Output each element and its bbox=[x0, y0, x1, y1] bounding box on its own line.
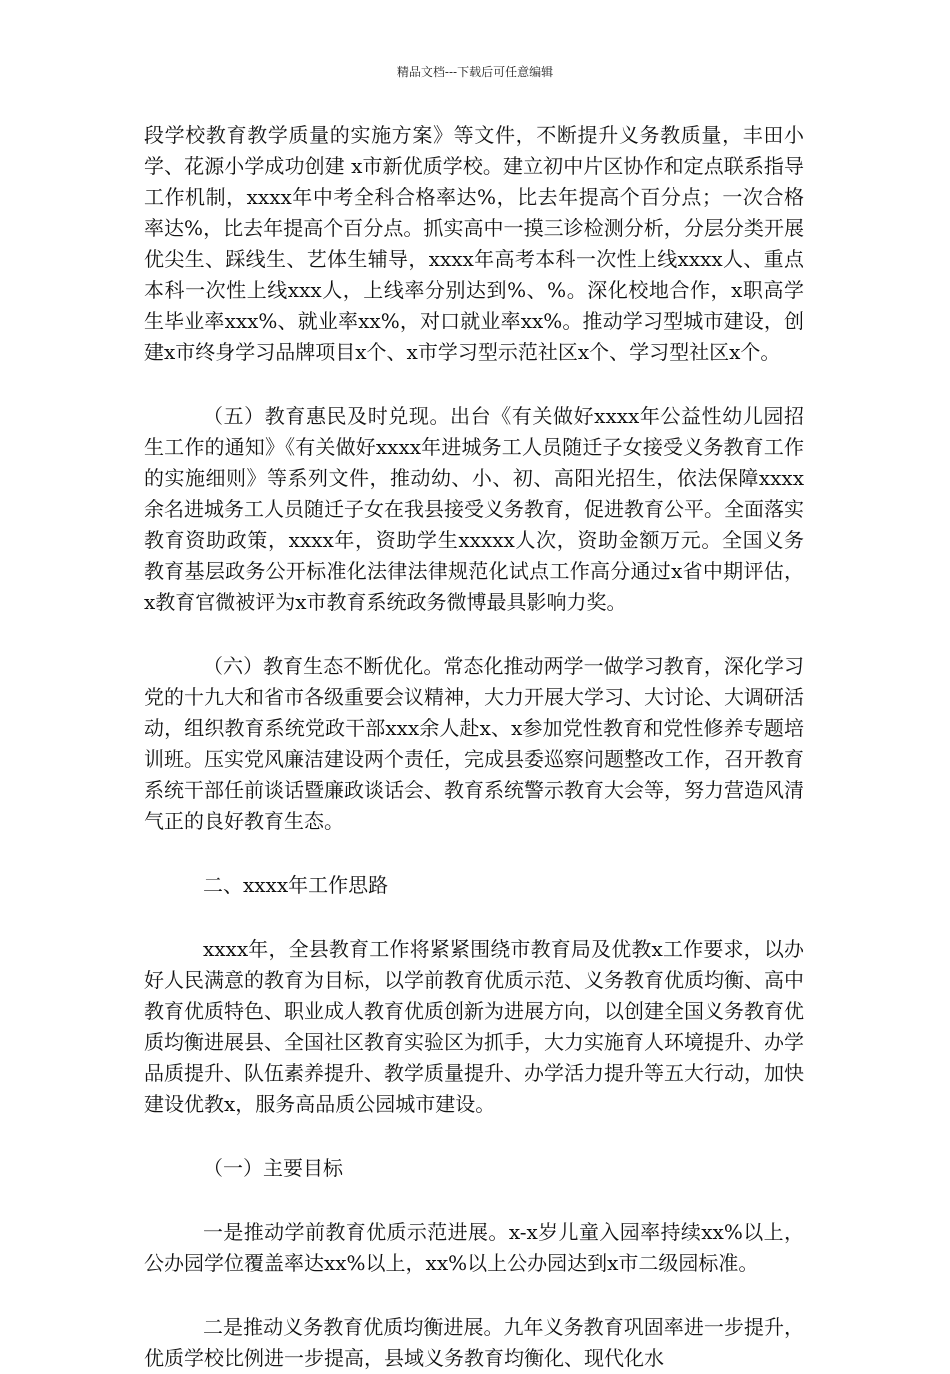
paragraph-section-5: （五）教育惠民及时兑现。出台《有关做好xxxx年公益性幼儿园招生工作的通知》《有关做好xxxx年进城务工人员随迁子女接受义务教育工作的实施细则》等系列文件，推动幼、小、初、高阳光招生，依法保障xxxx余名进城务工人员随迁子女在我县接受义务教育，促进教育公平。全面落实教育资助政策，xxxx年，资助学生xxxxx人次，资助金额万元。全国义务教育基层政务公开标准化法律法律规范化试点工作高分通过x省中期评估，x教育官微被评为x市教育系统政务微博最具影响力奖。 bbox=[144, 404, 804, 614]
paragraph-goal-preschool: 一是推动学前教育优质示范进展。x-x岁儿童入园率持续xx%以上，公办园学位覆盖率达xx%以上，xx%以上公办园达到x市二级园标准。 bbox=[144, 1220, 804, 1275]
section-heading-work-plan: 二、xxxx年工作思路 bbox=[203, 873, 389, 897]
page-header: 精品文档---下载后可任意编辑 bbox=[396, 65, 554, 79]
paragraph-quality: 段学校教育教学质量的实施方案》等文件，不断提升义务教质量，丰田小学、花源小学成功创建 x市新优质学校。建立初中片区协作和定点联系指导工作机制，xxxx年中考全科合格率达%，比去年提高个百分点；一次合格率达%，比去年提高个百分点。抓实高中一摸三诊检测分析，分层分类开展优尖生、踩线生、艺体生辅导，xxxx年高考本科一次性上线xxxx人、重点本科一次性上线xxx人，上线率分别达到%、%。深化校地合作，x职高学生毕业率xxx%、就业率xx%，对口就业率xx%。推动学习型城市建设，创建x市终身学习品牌项目x个、x市学习型示范社区x个、学习型社区x个。 bbox=[144, 123, 804, 364]
subheading-main-goals: （一）主要目标 bbox=[203, 1156, 343, 1180]
paragraph-section-6: （六）教育生态不断优化。常态化推动两学一做学习教育，深化学习党的十九大和省市各级重要会议精神，大力开展大学习、大讨论、大调研活动，组织教育系统党政干部xxx余人赴x、x参加党性教育和党性修养专题培训班。压实党风廉洁建设两个责任，完成县委巡察问题整改工作，召开教育系统干部任前谈话暨廉政谈话会、教育系统警示教育大会等，努力营造风清气正的良好教育生态。 bbox=[144, 654, 804, 833]
document-body bbox=[144, 120, 804, 1374]
paragraph-goal-compulsory: 二是推动义务教育优质均衡进展。九年义务教育巩固率进一步提升，优质学校比例进一步提高，县域义务教育均衡化、现代化水 bbox=[144, 1315, 804, 1370]
paragraph-work-plan: xxxx年，全县教育工作将紧紧围绕市教育局及优教x工作要求，以办好人民满意的教育为目标，以学前教育优质示范、义务教育优质均衡、高中教育优质特色、职业成人教育优质创新为进展方向，以创建全国义务教育优质均衡进展县、全国社区教育实验区为抓手，大力实施育人环境提升、办学品质提升、队伍素养提升、教学质量提升、办学活力提升等五大行动，加快建设优教x，服务高品质公园城市建设。 bbox=[144, 937, 804, 1116]
